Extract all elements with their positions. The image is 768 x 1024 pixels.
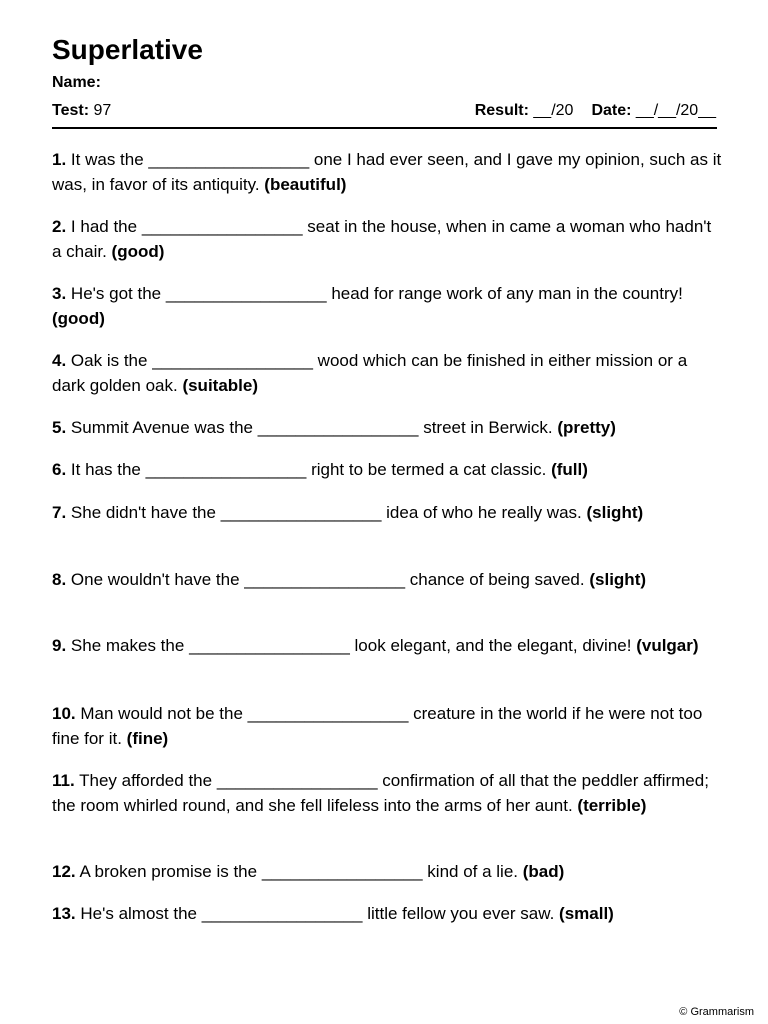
answer-blank: _________________ <box>261 862 423 881</box>
question-hint: (good) <box>111 241 165 261</box>
result-date-info <box>475 101 716 121</box>
question-text-before: They afforded the <box>79 771 213 790</box>
question-text-after: wood which can be finished in either mission or a dark golden oak. <box>52 351 688 395</box>
test-label: Test: <box>52 102 90 119</box>
question-text-before: She didn't have the <box>70 503 216 522</box>
question-number: 2. <box>52 217 67 236</box>
worksheet-title: Superlative <box>52 34 203 65</box>
question-item <box>52 148 722 197</box>
question-text-after: creature in the world if he were not too fine for it. <box>52 704 703 748</box>
question-number: 1. <box>52 150 67 169</box>
name-field-label: Name: <box>52 74 101 91</box>
question-text-after: confirmation of all that the peddler affirmed; the room whirled round, and she fell lifeless into the arms of her aunt. <box>52 771 709 815</box>
question-number: 13. <box>52 904 76 923</box>
question-number: 3. <box>52 284 67 303</box>
question-text-after: little fellow you ever saw. <box>367 904 555 923</box>
question-text-before: It has the <box>70 460 141 479</box>
answer-blank: _________________ <box>145 460 307 479</box>
question-number: 5. <box>52 418 67 437</box>
question-hint: (bad) <box>522 862 565 881</box>
result-label: Result: <box>474 102 529 119</box>
answer-blank: _________________ <box>244 570 406 589</box>
question-item <box>52 501 722 526</box>
question-text-before: She makes the <box>70 636 185 655</box>
question-text-after: look elegant, and the elegant, divine! <box>354 636 632 655</box>
question-text-before: Summit Avenue was the <box>70 418 253 437</box>
question-text-before: Oak is the <box>70 351 148 370</box>
question-hint: (beautiful) <box>264 174 347 194</box>
question-number: 8. <box>52 570 67 589</box>
question-number: 11. <box>52 771 75 790</box>
date-value: __/__/20__ <box>635 102 716 119</box>
answer-blank: _________________ <box>148 150 310 169</box>
question-item <box>52 349 722 398</box>
question-hint: (fine) <box>126 728 169 748</box>
question-number: 9. <box>52 636 67 655</box>
test-info <box>52 101 111 121</box>
header-divider <box>52 127 717 129</box>
result-value: __/20 <box>533 102 574 119</box>
question-text-after: street in Berwick. <box>423 418 553 437</box>
question-text-before: He's almost the <box>80 904 198 923</box>
question-item <box>52 634 722 659</box>
answer-blank: _________________ <box>201 904 363 923</box>
question-item <box>52 769 722 818</box>
question-item <box>52 282 722 331</box>
question-text-after: one I had ever seen, and I gave my opinion, such as it was, in favor of its antiquity. <box>52 150 722 194</box>
question-text-after: seat in the house, when in came a woman who hadn't a chair. <box>52 217 712 261</box>
question-hint: (suitable) <box>182 375 258 395</box>
question-hint: (pretty) <box>557 418 616 437</box>
question-text-before: He's got the <box>70 284 162 303</box>
question-item <box>52 702 722 751</box>
question-hint: (vulgar) <box>636 636 699 655</box>
answer-blank: _________________ <box>247 704 409 723</box>
question-item <box>52 860 722 885</box>
question-hint: (terrible) <box>577 795 647 815</box>
answer-blank: _________________ <box>257 418 419 437</box>
question-hint: (slight) <box>586 503 644 522</box>
question-item <box>52 568 722 593</box>
question-hint: (good) <box>52 308 105 328</box>
question-text-before: It was the <box>70 150 144 169</box>
test-number: 97 <box>93 102 112 119</box>
question-text-after: head for range work of any man in the country! <box>331 284 683 303</box>
question-item <box>52 902 722 927</box>
answer-blank: _________________ <box>216 771 378 790</box>
question-text-before: Man would not be the <box>80 704 243 723</box>
question-number: 4. <box>52 351 67 370</box>
question-hint: (full) <box>551 460 588 479</box>
question-number: 6. <box>52 460 67 479</box>
question-text-before: A broken promise is the <box>79 862 258 881</box>
question-number: 10. <box>52 704 76 723</box>
question-item <box>52 215 722 264</box>
question-item <box>52 416 722 441</box>
question-text-after: chance of being saved. <box>409 570 585 589</box>
answer-blank: _________________ <box>220 503 382 522</box>
question-hint: (small) <box>559 904 614 923</box>
question-text-after: idea of who he really was. <box>386 503 582 522</box>
question-text-before: I had the <box>70 217 138 236</box>
answer-blank: _________________ <box>189 636 350 655</box>
date-label: Date: <box>591 102 632 119</box>
question-text-after: kind of a lie. <box>427 862 519 881</box>
question-text-before: One wouldn't have the <box>70 570 240 589</box>
question-item <box>52 458 722 483</box>
answer-blank: _________________ <box>165 284 327 303</box>
question-number: 7. <box>52 503 67 522</box>
question-hint: (slight) <box>589 570 647 589</box>
answer-blank: _________________ <box>152 351 313 370</box>
question-text-after: right to be termed a cat classic. <box>311 460 547 479</box>
copyright-footer: © Grammarism <box>679 1006 754 1018</box>
answer-blank: _________________ <box>141 217 303 236</box>
question-number: 12. <box>52 862 76 881</box>
